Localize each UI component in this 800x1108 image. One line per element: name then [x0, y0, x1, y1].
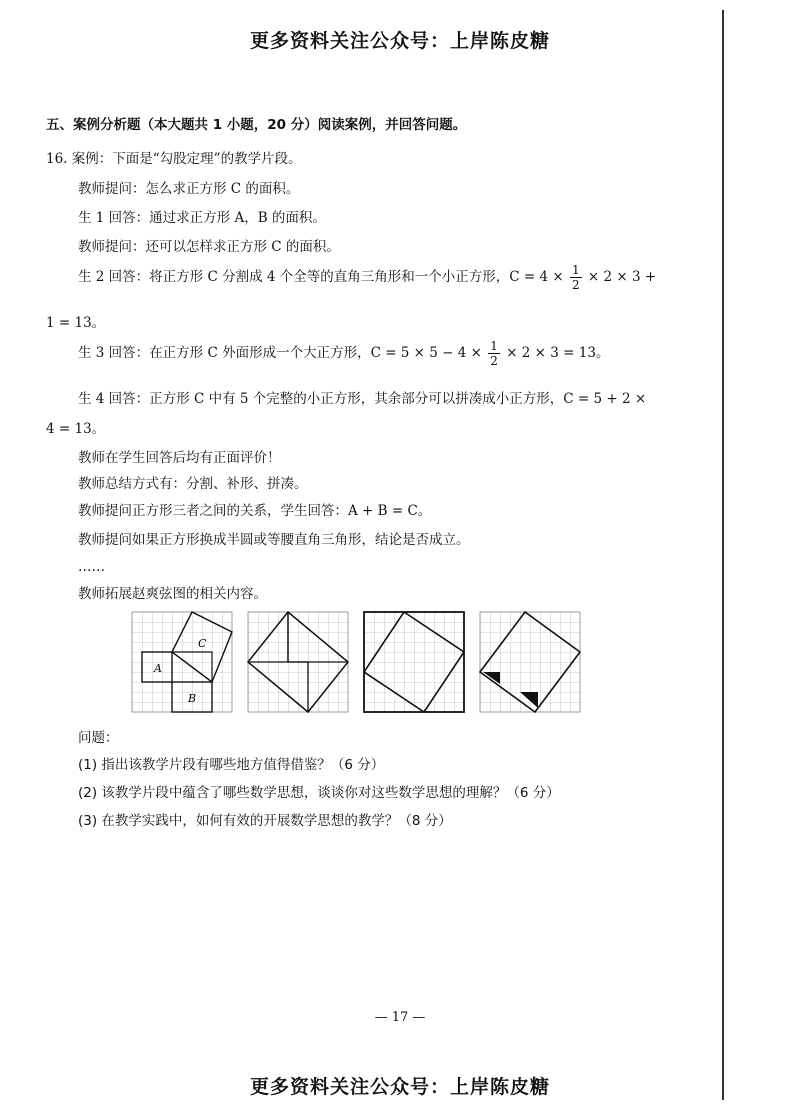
fraction-half — [570, 263, 582, 292]
footer-banner: 更多资料关注公众号：上岸陈皮糖 — [249, 1076, 550, 1098]
label-a: A — [154, 662, 162, 675]
case-line-7-post: × 2 × 3 = 13。 — [506, 345, 610, 361]
question-2: (2) 该教学片段中蕴含了哪些数学思想，谈谈你对这些数学思想的理解？（6 分） — [78, 785, 560, 801]
grid-background — [132, 612, 232, 712]
fraction-half-2 — [488, 339, 500, 368]
fraction-denominator: 2 — [490, 354, 498, 368]
case-line-2: 教师提问：怎么求正方形 C 的面积。 — [78, 181, 300, 197]
case-line-7 — [78, 339, 609, 368]
page-edge-rule — [722, 10, 724, 1100]
pythagoras-figures — [128, 610, 588, 720]
case-line-15: 教师拓展赵爽弦图的相关内容。 — [78, 586, 267, 602]
fraction-numerator: 1 — [571, 263, 580, 277]
figure-dissection — [248, 612, 348, 712]
case-line-3: 生 1 回答：通过求正方形 A，B 的面积。 — [78, 210, 326, 226]
label-b: B — [188, 692, 197, 705]
outer-square — [364, 612, 464, 712]
fraction-denominator: 2 — [571, 278, 580, 292]
case-line-6: 1 = 13。 — [46, 315, 106, 331]
figure-outer-square — [364, 612, 464, 712]
case-line-8: 生 4 回答：正方形 C 中有 5 个完整的小正方形，其余部分可以拼凑成小正方形，C = 5 + 2 × — [78, 391, 647, 407]
section-title: 五、案例分析题（本大题共 1 小题，20 分）阅读案例，并回答问题。 — [46, 117, 467, 133]
case-line-5-post: × 2 × 3 + — [587, 269, 657, 285]
case-line-11: 教师总结方式有：分割、补形、拼凑。 — [78, 476, 308, 492]
case-line-12: 教师提问正方形三者之间的关系，学生回答：A + B = C。 — [78, 503, 432, 519]
case-line-4: 教师提问：还可以怎样求正方形 C 的面积。 — [78, 239, 340, 255]
figure-counting — [480, 612, 580, 712]
case-line-14: …… — [78, 559, 105, 575]
question-1: (1) 指出该教学片段有哪些地方值得借鉴？（6 分） — [78, 757, 385, 773]
label-c: C — [198, 637, 207, 650]
case-line-5 — [78, 263, 656, 292]
case-line-13: 教师提问如果正方形换成半圆或等腰直角三角形，结论是否成立。 — [78, 532, 470, 548]
figure-squares-abc — [132, 612, 232, 712]
case-line-9: 4 = 13。 — [46, 421, 106, 437]
page-number: — 17 — — [374, 1010, 426, 1025]
case-line-10: 教师在学生回答后均有正面评价！ — [78, 450, 281, 466]
question-3: (3) 在教学实践中，如何有效的开展数学思想的教学？（8 分） — [78, 813, 452, 829]
questions-heading: 问题： — [78, 730, 119, 746]
fraction-numerator: 1 — [490, 339, 498, 353]
case-line-5-pre: 生 2 回答：将正方形 C 分割成 4 个全等的直角三角形和一个小正方形，C = 4 × — [78, 269, 564, 285]
case-line-1: 16. 案例：下面是“勾股定理”的教学片段。 — [46, 151, 302, 167]
header-banner: 更多资料关注公众号：上岸陈皮糖 — [249, 30, 550, 52]
case-line-7-pre: 生 3 回答：在正方形 C 外面形成一个大正方形，C = 5 × 5 − 4 × — [78, 345, 482, 361]
